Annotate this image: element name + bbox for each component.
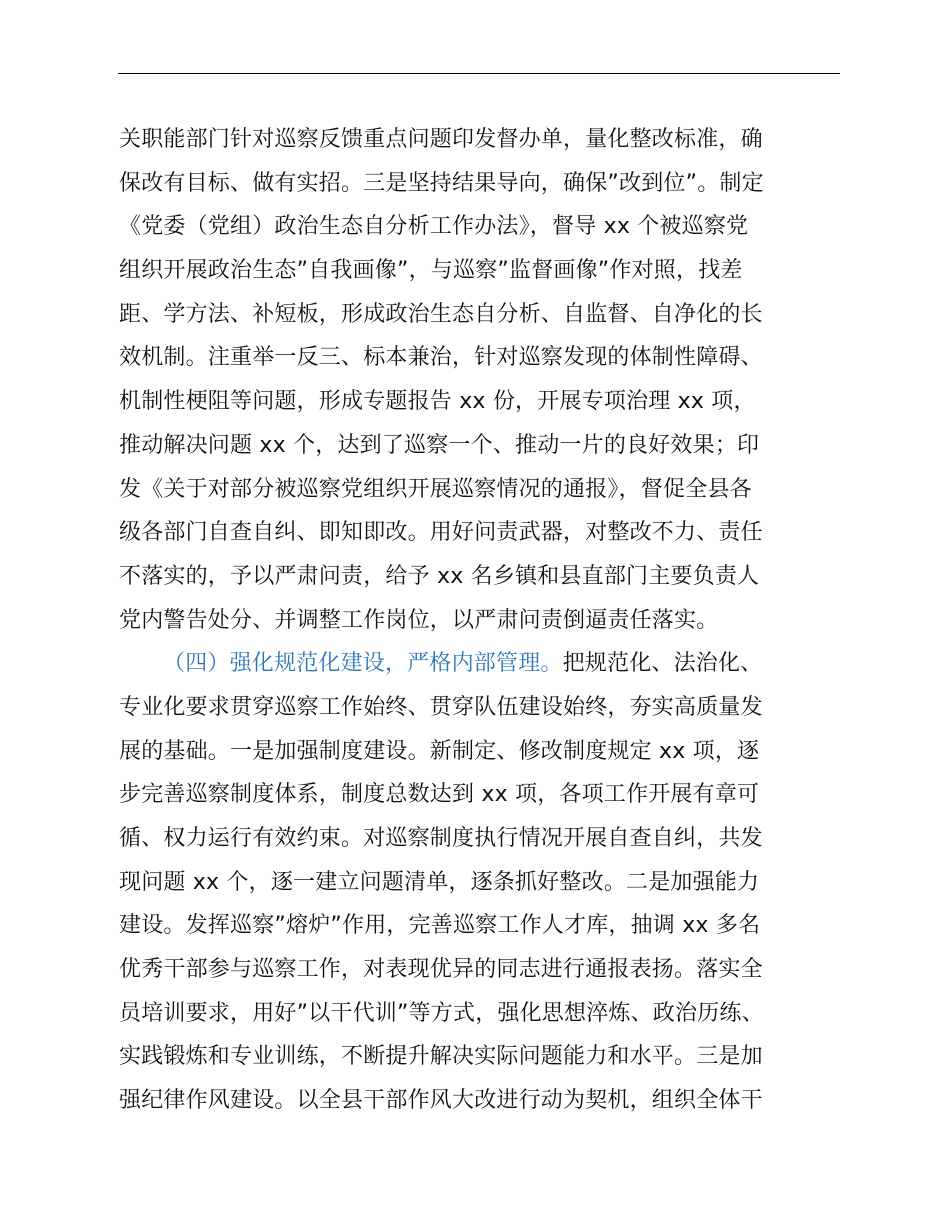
text-line: 级各部门自查自纠、即知即改。用好问责武器，对整改不力、责任: [119, 520, 763, 546]
section-4-first-line: [119, 642, 845, 686]
text-line: 党内警告处分、并调整工作岗位，以严肃问责倒逼责任落实。: [119, 607, 719, 633]
text-line: 关职能部门针对巡察反馈重点问题印发督办单，量化整改标准，确: [119, 127, 763, 152]
text-line: 建设。发挥巡察”熔炉”作用，完善巡察工作人才库，抽调 xx 多名: [119, 913, 761, 939]
text-line: 实践锻炼和专业训练，不断提升解决实际问题能力和水平。三是加: [119, 1044, 763, 1070]
header-rule: [118, 73, 840, 74]
text-line: 距、学方法、补短板，形成政治生态自分析、自监督、自净化的长: [119, 301, 763, 327]
text-line: 保改有目标、做有实招。三是坚持结果导向，确保”改到位”。制定: [119, 170, 764, 196]
text-line: 现问题 xx 个，逐一建立问题清单，逐条抓好整改。二是加强能力: [119, 869, 760, 895]
text-line: 效机制。注重举一反三、标本兼治，针对巡察发现的体制性障碍、: [119, 345, 763, 371]
section-4-first-line-text: 把规范化、法治化、: [562, 651, 763, 677]
text-line: 步完善巡察制度体系，制度总数达到 xx 项，各项工作开展有章可: [119, 782, 760, 808]
text-line: 不落实的，予以严肃问责，给予 xx 名乡镇和县直部门主要负责人: [119, 563, 760, 589]
text-line: 强纪律作风建设。以全县干部作风大改进行动为契机，组织全体干: [119, 1088, 763, 1114]
text-line: 优秀干部参与巡察工作，对表现优异的同志进行通报表扬。落实全: [119, 957, 763, 983]
text-line: 《党委（党组）政治生态自分析工作办法》，督导 xx 个被巡察党: [119, 214, 749, 240]
text-line: 展的基础。一是加强制度建设。新制定、修改制度规定 xx 项，逐: [119, 738, 760, 764]
text-line: 专业化要求贯穿巡察工作始终、贯穿队伍建设始终，夯实高质量发: [119, 694, 763, 720]
text-line: 员培训要求，用好”以干代训”等方式，强化思想淬炼、政治历练、: [119, 1000, 764, 1026]
text-line: 循、权力运行有效约束。对巡察制度执行情况开展自查自纠，共发: [119, 826, 763, 851]
text-line: 机制性梗阻等问题，形成专题报告 xx 份，开展专项治理 xx 项，: [119, 389, 756, 415]
text-line: 推动解决问题 xx 个，达到了巡察一个、推动一片的良好效果；印: [119, 432, 760, 458]
body-text: [119, 118, 845, 1123]
text-line: 发《关于对部分被巡察党组织开展巡察情况的通报》，督促全县各: [119, 476, 752, 502]
section-4-heading: （四）强化规范化建设，严格内部管理。: [163, 651, 563, 677]
text-line: 组织开展政治生态”自我画像”，与巡察”监督画像”作对照，找差: [119, 258, 743, 284]
